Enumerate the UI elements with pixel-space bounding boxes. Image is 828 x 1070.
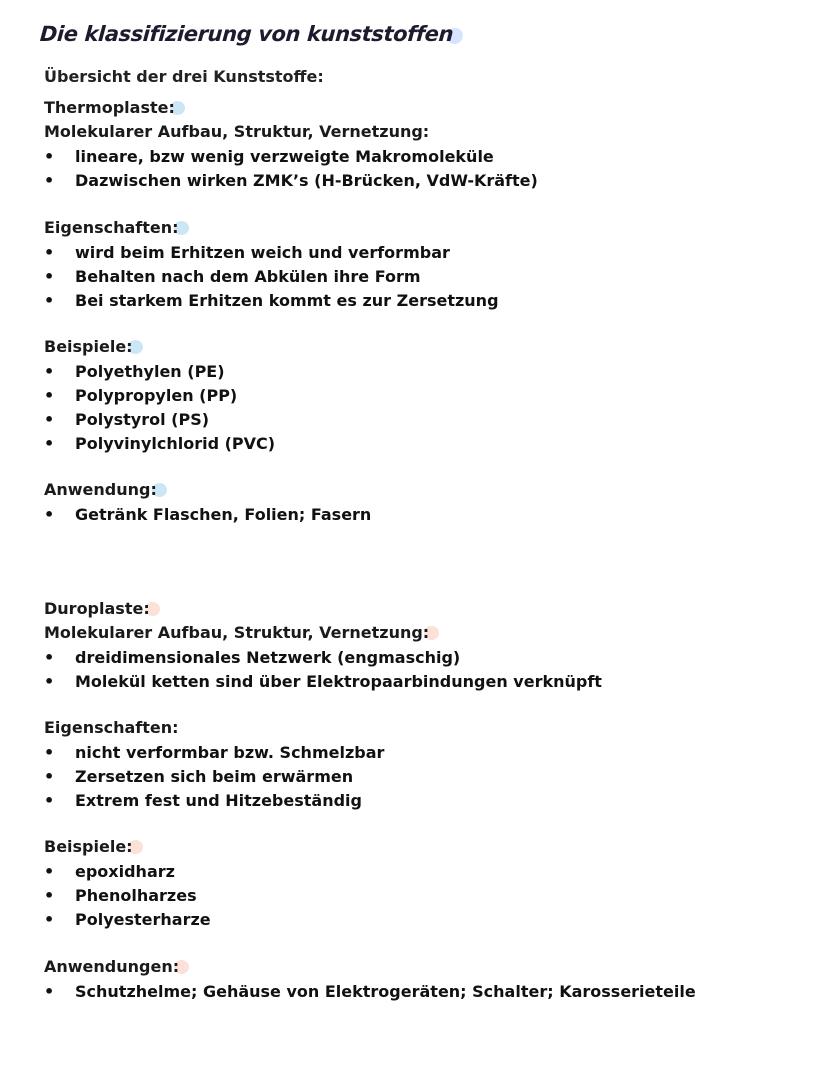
- duroplaste-struct-label: Molekularer Aufbau, Struktur, Vernetzung:: [44, 621, 429, 645]
- thermoplaste-use-heading: Anwendung:: [44, 478, 157, 502]
- duroplaste-examples-heading: Beispiele:: [44, 835, 133, 859]
- list-item: • Phenolharzes: [44, 885, 197, 905]
- list-item: • Polyvinylchlorid (PVC): [44, 433, 276, 453]
- thermoplaste-heading: Thermoplaste:: [44, 96, 175, 120]
- thermoplaste-struct-label: Molekularer Aufbau, Struktur, Vernetzung:: [44, 122, 430, 141]
- bullet-icon: •: [44, 409, 55, 429]
- bullet-icon: •: [44, 290, 55, 310]
- bullet-icon: •: [44, 266, 55, 286]
- list-item: • Zersetzen sich beim erwärmen: [44, 766, 354, 786]
- bullet-icon: •: [44, 170, 55, 190]
- list-item: • dreidimensionales Netzwerk (engmaschig): [44, 647, 461, 667]
- bullet-icon: •: [44, 909, 55, 929]
- bullet-icon: •: [44, 885, 55, 905]
- bullet-icon: •: [44, 242, 55, 262]
- bullet-icon: •: [44, 981, 55, 1001]
- list-item: • Polyesterharze: [44, 909, 211, 929]
- bullet-icon: •: [44, 790, 55, 810]
- list-item: • Polyethylen (PE): [44, 361, 225, 381]
- bullet-icon: •: [44, 647, 55, 667]
- thermoplaste-use: [44, 478, 371, 526]
- duroplaste-properties-heading: Eigenschaften:: [44, 718, 179, 737]
- thermoplaste-properties: [44, 216, 499, 312]
- bullet-icon: •: [44, 433, 55, 453]
- thermoplaste-properties-heading: Eigenschaften:: [44, 216, 179, 240]
- bullet-icon: •: [44, 671, 55, 691]
- bullet-icon: •: [44, 766, 55, 786]
- bullet-icon: •: [44, 504, 55, 524]
- bullet-icon: •: [44, 361, 55, 381]
- duroplaste-section: [44, 597, 602, 693]
- bullet-icon: •: [44, 385, 55, 405]
- overview-heading: Übersicht der drei Kunststoffe:: [44, 67, 324, 86]
- list-item: • Molekül ketten sind über Elektropaarbindungen verknüpft: [44, 671, 602, 691]
- list-item: • Bei starkem Erhitzen kommt es zur Zersetzung: [44, 290, 499, 310]
- list-item: • Polystyrol (PS): [44, 409, 210, 429]
- list-item: • Schutzhelme; Gehäuse von Elektrogeräten; Schalter; Karosserieteile: [44, 981, 696, 1001]
- list-item: • nicht verformbar bzw. Schmelzbar: [44, 742, 385, 762]
- bullet-icon: •: [44, 742, 55, 762]
- list-item: • Polypropylen (PP): [44, 385, 238, 405]
- duroplaste-examples: [44, 835, 211, 931]
- bullet-icon: •: [44, 861, 55, 881]
- duroplaste-properties: [44, 716, 384, 812]
- duroplaste-use: [44, 955, 696, 1003]
- list-item: • Extrem fest und Hitzebeständig: [44, 790, 362, 810]
- thermoplaste-examples-heading: Beispiele:: [44, 335, 133, 359]
- list-item: • lineare, bzw wenig verzweigte Makromoleküle: [44, 146, 494, 166]
- list-item: • Dazwischen wirken ZMK’s (H-Brücken, VdW-Kräfte): [44, 170, 538, 190]
- page-title: [39, 22, 454, 46]
- duroplaste-use-heading: Anwendungen:: [44, 955, 179, 979]
- thermoplaste-section: [44, 96, 538, 192]
- page-title-text: Die klassifizierung von kunststoffen: [39, 22, 454, 46]
- list-item: • epoxidharz: [44, 861, 175, 881]
- thermoplaste-examples: [44, 335, 275, 455]
- list-item: • Getränk Flaschen, Folien; Fasern: [44, 504, 372, 524]
- list-item: • wird beim Erhitzen weich und verformbar: [44, 242, 450, 262]
- thermoplaste-struct-list: [44, 144, 538, 192]
- bullet-icon: •: [44, 146, 55, 166]
- duroplaste-heading: Duroplaste:: [44, 597, 150, 621]
- list-item: • Behalten nach dem Abkülen ihre Form: [44, 266, 421, 286]
